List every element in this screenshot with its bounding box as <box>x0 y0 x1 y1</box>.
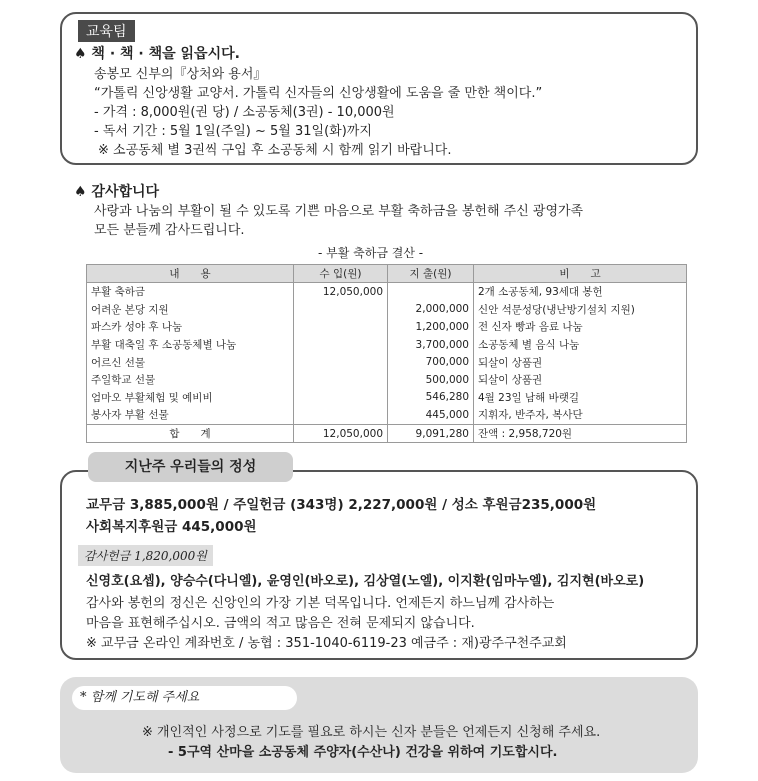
cell-income <box>294 371 388 389</box>
cell-expense <box>388 283 474 301</box>
book-name: 송봉모 신부의『상처와 용서』 <box>94 67 267 82</box>
cell-remarks: 신안 석문성당(냉난방기설치 지원) <box>474 301 687 319</box>
cell-expense: 2,000,000 <box>388 301 474 319</box>
total-expense: 9,091,280 <box>388 424 474 443</box>
cell-income <box>294 318 388 336</box>
table-row <box>87 283 687 301</box>
cell-income: 12,050,000 <box>294 283 388 301</box>
book-note: ※ 소공동체 별 3권씩 구입 후 소공동체 시 함께 읽기 바랍니다. <box>98 143 452 158</box>
prayer-line-1: ※ 개인적인 사정으로 기도를 필요로 하시는 신자 분들은 언제든지 신청해 주세요. <box>142 725 601 740</box>
social-welfare-total: 사회복지후원금 445,000원 <box>86 519 257 535</box>
donor-names: 신영호(요셉), 양승수(다니엘), 윤영인(바오로), 김상열(노엘), 이지환(임마누엘), 김지현(바오로) <box>86 574 645 589</box>
cell-remarks: 전 신자 빵과 음료 나눔 <box>474 318 687 336</box>
settlement-table <box>86 264 687 443</box>
cell-content: 부활 축하금 <box>87 283 294 301</box>
thanks-line-2: 모든 분들께 감사드립니다. <box>94 223 245 238</box>
book-section-title: ♠ 책 · 책 · 책을 읽읍시다. <box>74 46 240 62</box>
prayer-title: * 함께 기도해 주세요 <box>72 686 297 710</box>
thanks-title: ♠ 감사합니다 <box>74 184 160 200</box>
table-row <box>87 301 687 319</box>
cell-remarks: 되살이 상품권 <box>474 353 687 371</box>
cell-income <box>294 301 388 319</box>
education-tag: 교육팀 <box>78 20 135 42</box>
cell-content: 봉사자 부활 선물 <box>87 406 294 424</box>
cell-remarks: 소공동체 별 음식 나눔 <box>474 336 687 354</box>
header-expense: 지 출(원) <box>388 265 474 283</box>
cell-income <box>294 406 388 424</box>
cell-expense: 3,700,000 <box>388 336 474 354</box>
table-row <box>87 318 687 336</box>
cell-content: 부활 대축일 후 소공동체별 나눔 <box>87 336 294 354</box>
reading-period: - 독서 기간 : 5월 1일(주일) ~ 5월 31일(화)까지 <box>94 124 372 139</box>
total-row <box>87 424 687 443</box>
cell-expense: 445,000 <box>388 406 474 424</box>
header-income: 수 입(원) <box>294 265 388 283</box>
gratitude-offering-label: 감사헌금 1,820,000원 <box>78 545 213 566</box>
prayer-line-2: - 5구역 산마을 소공동체 주양자(수산나) 건강을 위하여 기도합시다. <box>168 745 558 760</box>
cell-content: 어르신 선물 <box>87 353 294 371</box>
table-row <box>87 336 687 354</box>
table-row <box>87 353 687 371</box>
thanks-line-1: 사랑과 나눔의 부활이 될 수 있도록 기쁜 마음으로 부활 축하금을 봉헌해 주신 광영가족 <box>94 204 584 219</box>
cell-content: 어려운 본당 지원 <box>87 301 294 319</box>
table-header-row <box>87 265 687 283</box>
book-price: - 가격 : 8,000원(권 당) / 소공동체(3권) - 10,000원 <box>94 105 395 120</box>
cell-expense: 500,000 <box>388 371 474 389</box>
total-label: 합 계 <box>87 424 294 443</box>
offering-banner: 지난주 우리들의 정성 <box>88 452 293 482</box>
cell-income <box>294 336 388 354</box>
cell-expense: 546,280 <box>388 389 474 407</box>
cell-remarks: 되살이 상품권 <box>474 371 687 389</box>
table-title: - 부활 축하금 결산 - <box>318 246 424 260</box>
header-remarks: 비 고 <box>474 265 687 283</box>
cell-content: 주일학교 선물 <box>87 371 294 389</box>
table-row <box>87 389 687 407</box>
table-row <box>87 371 687 389</box>
cell-remarks: 2개 소공동체, 93세대 봉헌 <box>474 283 687 301</box>
cell-content: 엄마오 부활체험 및 예비비 <box>87 389 294 407</box>
cell-expense: 700,000 <box>388 353 474 371</box>
cell-income <box>294 353 388 371</box>
cell-remarks: 4월 23일 남해 바랫길 <box>474 389 687 407</box>
cell-content: 파스카 성야 후 나눔 <box>87 318 294 336</box>
account-info: ※ 교무금 온라인 계좌번호 / 농협 : 351-1040-6119-23 예금주 : 재)광주구천주교회 <box>86 636 567 651</box>
total-balance: 잔액 : 2,958,720원 <box>474 424 687 443</box>
offering-message-1: 감사와 봉헌의 정신은 신앙인의 가장 기본 덕목입니다. 언제든지 하느님께 감사하는 <box>86 596 555 611</box>
cell-remarks: 지휘자, 반주자, 복사단 <box>474 406 687 424</box>
offering-message-2: 마음을 표현해주십시오. 금액의 적고 많음은 전혀 문제되지 않습니다. <box>86 616 475 631</box>
offering-totals: 교무금 3,885,000원 / 주일헌금 (343명) 2,227,000원 / 성소 후원금235,000원 <box>86 497 597 513</box>
book-description: “가톨릭 신앙생활 교양서. 가톨릭 신자들의 신앙생활에 도움을 줄 만한 책이다.” <box>94 86 543 101</box>
cell-expense: 1,200,000 <box>388 318 474 336</box>
header-content: 내 용 <box>87 265 294 283</box>
table-row <box>87 406 687 424</box>
cell-income <box>294 389 388 407</box>
total-income: 12,050,000 <box>294 424 388 443</box>
